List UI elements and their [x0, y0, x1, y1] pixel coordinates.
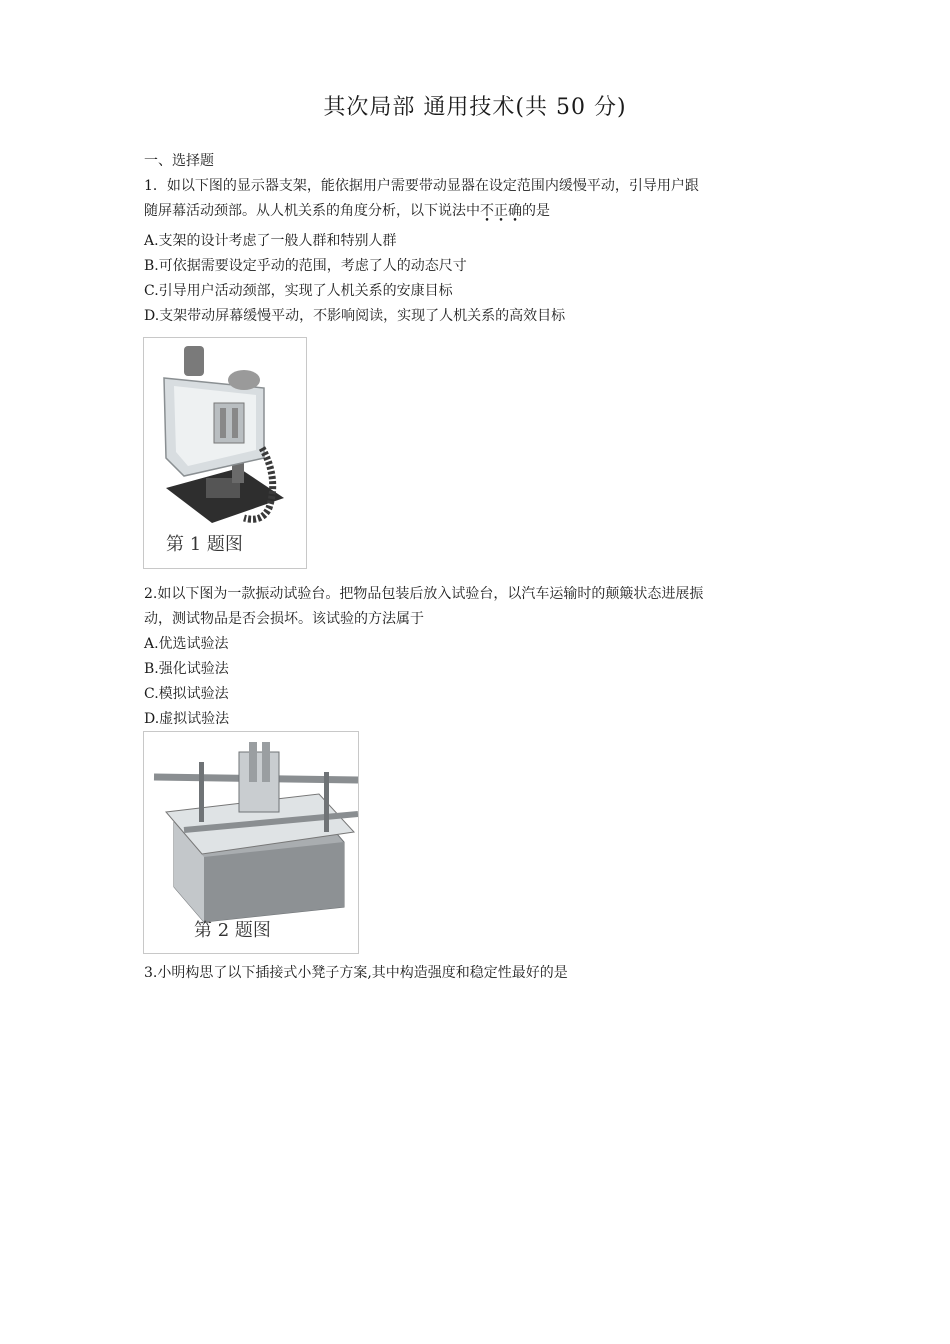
page-title: 其次局部 通用技术(共 50 分) — [323, 95, 627, 120]
figure-1-monitor-stand — [143, 337, 307, 569]
q2-option-b: B.强化试验法 — [144, 661, 229, 677]
q1-option-b: B.可依据需要设定乎动的范围，考虑了人的动态尺寸 — [144, 258, 467, 274]
figure-2-vibration-table — [143, 731, 359, 954]
section-heading: 一、选择题 — [144, 153, 214, 169]
q1-option-a: A.支架的设计考虑了一般人群和特别人群 — [144, 233, 397, 249]
q2-option-c: C.模拟试验法 — [144, 686, 229, 702]
q2-text-line1: 2.如以下图为一款振动试验台。把物品包装后放入试验台，以汽车运输时的颠簸状态进展振 — [144, 586, 704, 602]
q1-emphasis-char: 正 — [494, 203, 508, 219]
q2-text-line2: 动，测试物品是否会损坏。该试验的方法属于 — [144, 611, 424, 627]
q1-emphasis-char: 确 — [508, 203, 522, 219]
q1-text-line2-pre: 随屏幕活动颈部。从人机关系的角度分析，以下说法中 — [144, 203, 480, 219]
q1-text-line2-post: 的是 — [522, 203, 550, 219]
q2-option-a: A.优选试验法 — [144, 636, 229, 652]
q1-text-line1: 1．如以下图的显示器支架，能依据用户需要带动显器在设定范围内缓慢平动，引导用户跟 — [144, 178, 699, 194]
q3-text-line1: 3.小明构思了以下插接式小凳子方案,其中构造强度和稳定性最好的是 — [144, 965, 568, 981]
q2-option-d: D.虚拟试验法 — [144, 711, 230, 727]
q1-text-line2 — [144, 200, 550, 220]
figure-2-caption: 第 2 题图 — [194, 920, 271, 941]
q1-option-d: D.支架带动屏幕缓慢平动，不影响阅读，实现了人机关系的高效目标 — [144, 308, 566, 324]
figure-1-caption: 第 1 题图 — [166, 534, 243, 555]
q1-emphasis-char: 不 — [480, 203, 494, 219]
q1-option-c: C.引导用户活动颈部，实现了人机关系的安康目标 — [144, 283, 453, 299]
